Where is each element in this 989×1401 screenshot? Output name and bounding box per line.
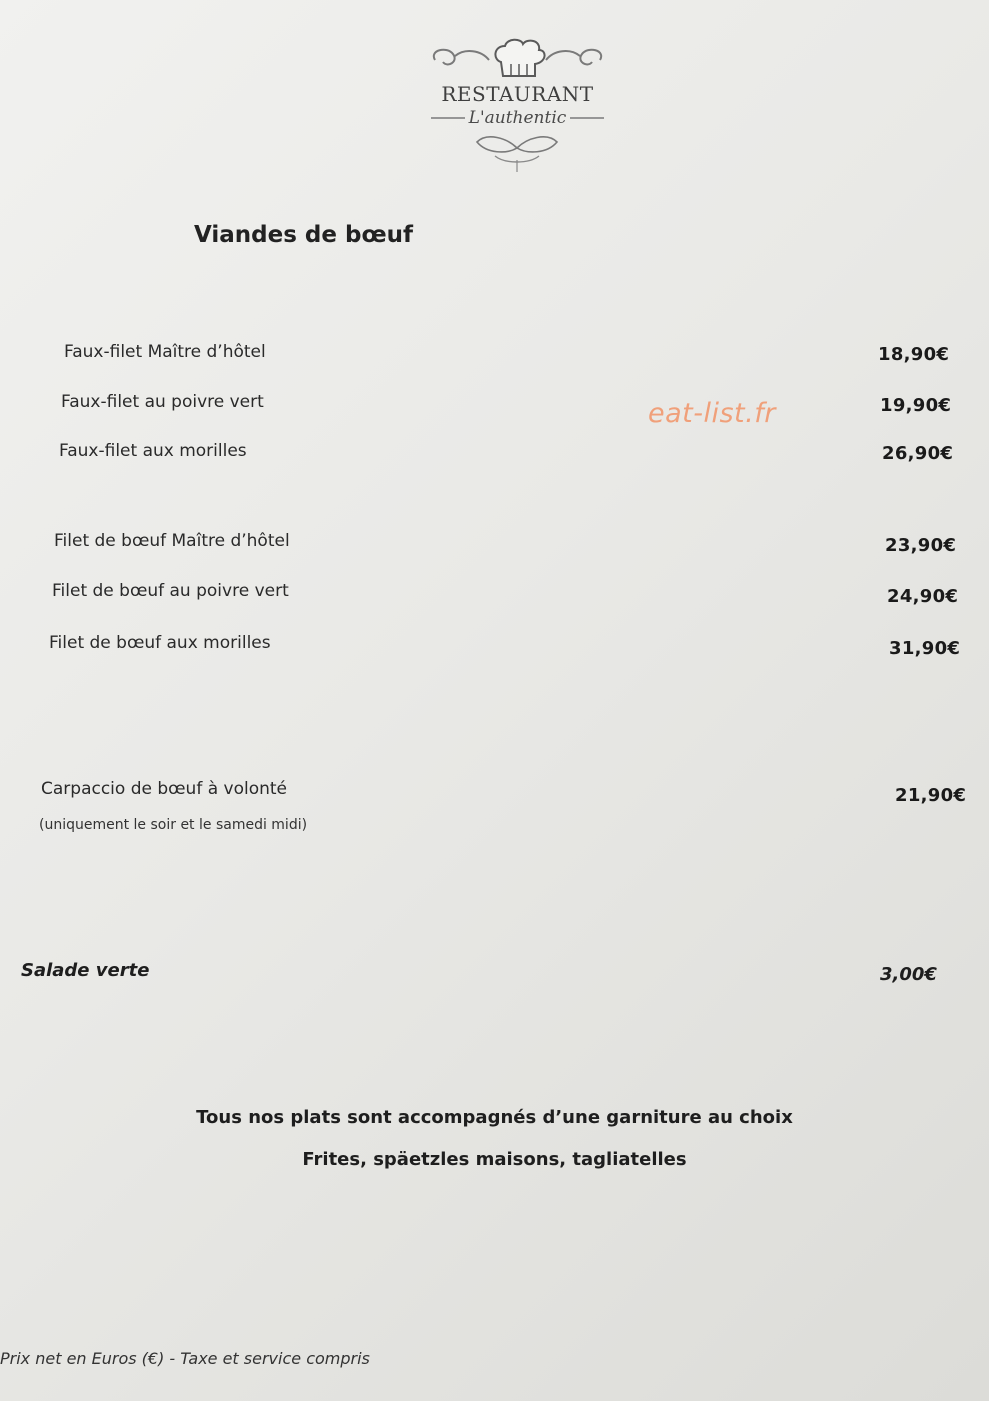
- carpaccio-name: Carpaccio de bœuf à volonté: [41, 779, 288, 799]
- logo-script-text: L'authentic: [468, 108, 567, 128]
- menu-item-name: Faux-filet aux morilles: [59, 441, 247, 461]
- logo-restaurant-text: RESTAURANT: [441, 82, 594, 106]
- menu-item-name: Filet de bœuf au poivre vert: [52, 581, 289, 601]
- restaurant-logo: [425, 36, 610, 176]
- chef-hat-icon: [425, 36, 610, 176]
- menu-item-price: 31,90€: [889, 638, 961, 659]
- menu-item-price: 24,90€: [887, 586, 959, 607]
- carpaccio-price: 21,90€: [895, 785, 967, 806]
- menu-item-name: Faux-filet Maître d’hôtel: [64, 342, 266, 362]
- garniture-line-2: Frites, späetzles maisons, tagliatelles: [302, 1149, 687, 1170]
- carpaccio-note: (uniquement le soir et le samedi midi): [39, 817, 308, 833]
- watermark: eat-list.fr: [648, 398, 776, 429]
- price-footer-note: Prix net en Euros (€) - Taxe et service compris: [0, 1349, 370, 1368]
- menu-item-name: Filet de bœuf Maître d’hôtel: [54, 531, 290, 551]
- menu-item-name: Faux-filet au poivre vert: [61, 392, 264, 412]
- menu-item-price: 23,90€: [885, 535, 957, 556]
- salade-price: 3,00€: [880, 964, 937, 985]
- menu-item-price: 19,90€: [880, 395, 952, 416]
- menu-item-price: 26,90€: [882, 443, 954, 464]
- salade-name: Salade verte: [21, 960, 150, 981]
- garniture-line-1: Tous nos plats sont accompagnés d’une garniture au choix: [196, 1107, 793, 1128]
- menu-item-name: Filet de bœuf aux morilles: [49, 633, 271, 653]
- menu-item-price: 18,90€: [878, 344, 950, 365]
- section-title: Viandes de bœuf: [194, 222, 414, 248]
